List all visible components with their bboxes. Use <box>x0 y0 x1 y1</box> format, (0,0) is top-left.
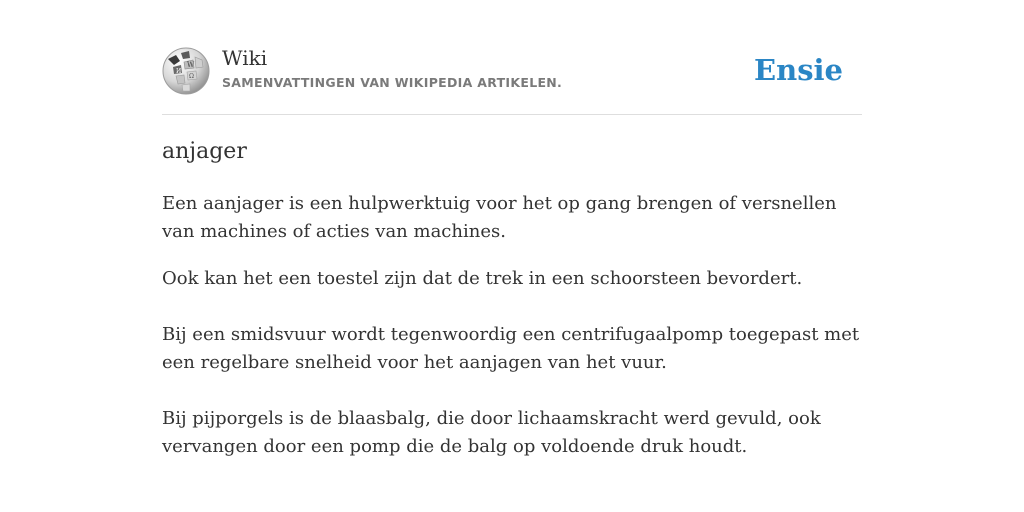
svg-text:Ω: Ω <box>189 73 194 80</box>
site-tagline: SAMENVATTINGEN VAN WIKIPEDIA ARTIKELEN. <box>222 75 563 90</box>
site-name[interactable]: Wiki <box>222 46 268 70</box>
article-paragraph: Ook kan het een toestel zijn dat de trek in een schoorsteen bevordert. Bij een smidsvuur wordt tegenwoordig een centrifugaalpomp toegepast met een regelbare snelheid voor het aanjagen van het vuur. Bij pijporgels is de blaasbalg, die door lichaamskracht werd gevuld, ook vervangen door een pomp die de balg op voldoende druk houdt. <box>162 268 860 457</box>
ensie-logo-link[interactable]: Ensie <box>754 53 843 87</box>
wikipedia-globe-icon[interactable] <box>162 47 210 95</box>
site-header <box>162 44 862 115</box>
article-paragraph: Een aanjager is een hulpwerktuig voor het op gang brengen of versnellen van machines of acties van machines. <box>162 193 837 242</box>
article-title: anjager <box>162 139 247 164</box>
article <box>162 134 862 461</box>
svg-text:W: W <box>187 61 195 69</box>
svg-text:И: И <box>176 68 182 75</box>
